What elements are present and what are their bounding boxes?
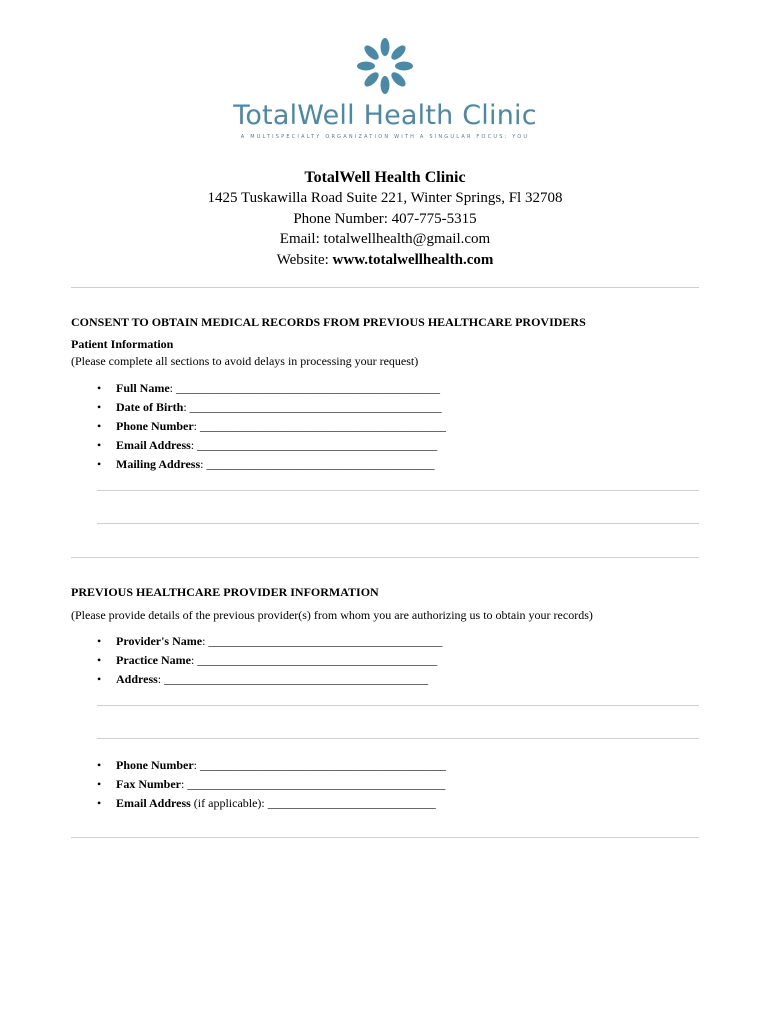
field-email-address[interactable]: • Email Address: ________________________________________	[71, 436, 446, 455]
clinic-email: Email: totalwellhealth@gmail.com	[279, 231, 491, 247]
field-fax-number[interactable]: • Fax Number: ___________________________________________	[71, 775, 446, 794]
patient-fields	[71, 379, 446, 474]
provider-fields-b	[71, 756, 446, 813]
field-phone-number[interactable]: • Phone Number: _________________________________________	[71, 417, 446, 436]
field-mailing-address[interactable]: • Mailing Address: ______________________________________	[71, 455, 446, 474]
bullet-icon: •	[97, 758, 102, 772]
bullet-icon: •	[97, 400, 102, 414]
clinic-website	[0, 250, 770, 271]
patient-info-note: (Please complete all sections to avoid delays in processing your request)	[71, 354, 419, 368]
mailing-address-line-2[interactable]	[97, 490, 699, 491]
field-provider-email[interactable]: • Email Address (if applicable): ____________________________	[71, 794, 446, 813]
website-link[interactable]: www.totalwellhealth.com	[332, 251, 494, 268]
logo-wordmark: TotalWell Health Clinic	[233, 100, 537, 131]
clinic-header	[0, 168, 770, 270]
bullet-icon: •	[97, 777, 102, 791]
provider-info-note: (Please provide details of the previous provider(s) from whom you are authorizing us to obtain your records)	[71, 608, 593, 622]
website-label: Website:	[276, 251, 333, 268]
bullet-icon: •	[97, 381, 102, 395]
field-date-of-birth[interactable]: • Date of Birth: __________________________________________	[71, 398, 446, 417]
divider	[71, 557, 699, 558]
provider-info-title: PREVIOUS HEALTHCARE PROVIDER INFORMATION	[71, 585, 379, 599]
patient-info-heading: Patient Information	[71, 337, 174, 351]
bullet-icon: •	[97, 653, 102, 667]
flower-icon	[355, 36, 415, 96]
mailing-address-line-3[interactable]	[97, 523, 699, 524]
bullet-icon: •	[97, 796, 102, 810]
clinic-address: 1425 Tuskawilla Road Suite 221, Winter Springs, Fl 32708	[207, 190, 563, 206]
bullet-icon: •	[97, 438, 102, 452]
consent-title: CONSENT TO OBTAIN MEDICAL RECORDS FROM PREVIOUS HEALTHCARE PROVIDERS	[71, 315, 586, 329]
clinic-logo	[0, 36, 770, 96]
address-line-2[interactable]	[97, 705, 699, 706]
bullet-icon: •	[97, 419, 102, 433]
field-full-name[interactable]: • Full Name: ____________________________________________	[71, 379, 446, 398]
logo-tagline: A MULTISPECIALTY ORGANIZATION WITH A SINGULAR FOCUS: YOU	[240, 134, 530, 140]
clinic-title: TotalWell Health Clinic	[304, 169, 466, 186]
divider	[71, 837, 699, 838]
field-practice-name[interactable]: • Practice Name: ________________________________________	[71, 651, 442, 670]
field-provider-name[interactable]: • Provider's Name: _______________________________________	[71, 632, 442, 651]
clinic-phone: Phone Number: 407-775-5315	[293, 210, 477, 227]
provider-fields-a	[71, 632, 442, 689]
bullet-icon: •	[97, 457, 102, 471]
divider	[71, 287, 699, 288]
address-line-3[interactable]	[97, 738, 699, 739]
field-provider-phone[interactable]: • Phone Number: _________________________________________	[71, 756, 446, 775]
field-address[interactable]: • Address: ____________________________________________	[71, 670, 442, 689]
bullet-icon: •	[97, 672, 102, 686]
bullet-icon: •	[97, 634, 102, 648]
